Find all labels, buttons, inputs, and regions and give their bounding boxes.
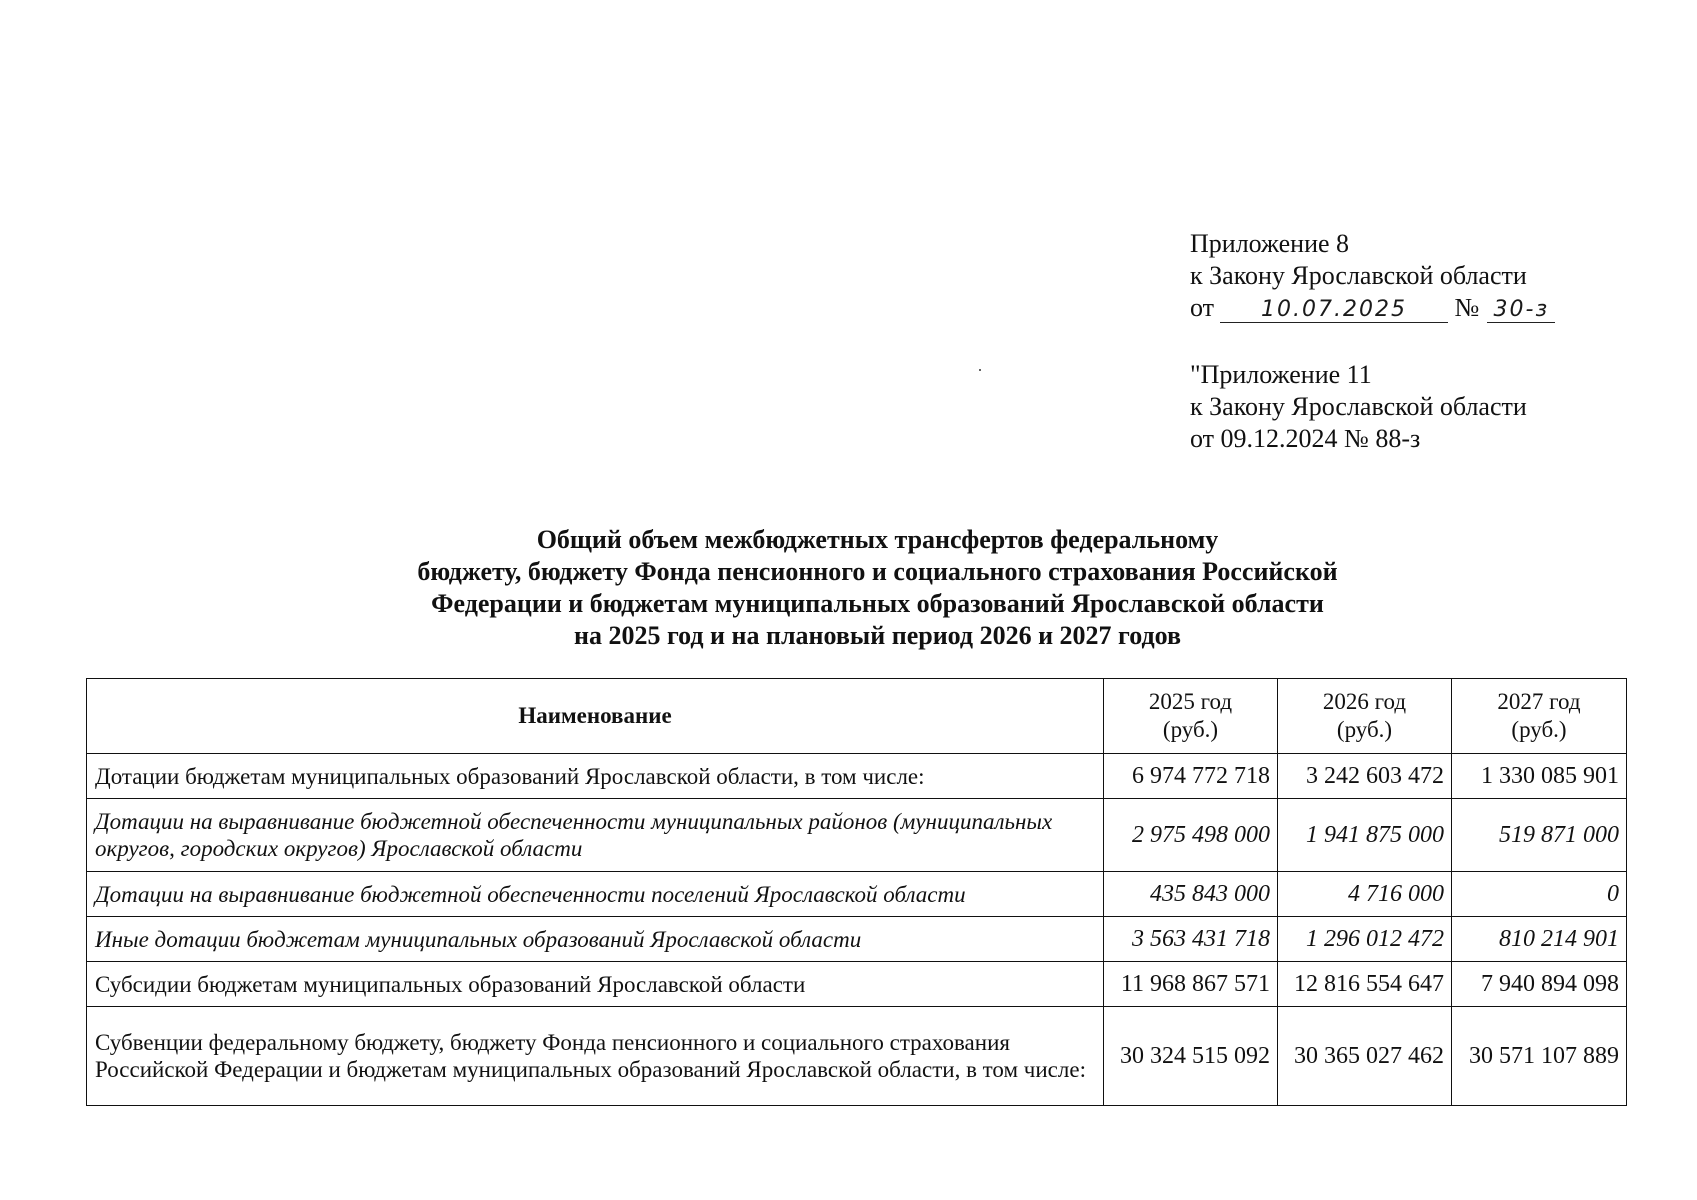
row-name: Дотации бюджетам муниципальных образований Ярославской области, в том числе: <box>87 754 1104 799</box>
row-2027-value: 1 330 085 901 <box>1452 754 1627 799</box>
appendix-amended-header <box>1190 359 1527 455</box>
row-name: Дотации на выравнивание бюджетной обеспеченности поселений Ярославской области <box>87 872 1104 917</box>
title-line-3: Федерации и бюджетам муниципальных образований Ярославской области <box>431 589 1324 618</box>
appendix-number: Приложение 8 <box>1190 229 1350 258</box>
header-2026-unit: (руб.) <box>1336 717 1393 742</box>
row-2027-value: 519 871 000 <box>1452 799 1627 872</box>
title-line-4: на 2025 год и на плановый период 2026 и 2027 годов <box>573 621 1182 650</box>
row-2027-value: 30 571 107 889 <box>1452 1007 1627 1106</box>
header-2025 <box>1104 679 1278 754</box>
appendix-date-line <box>1190 292 1555 324</box>
row-2025-value: 30 324 515 092 <box>1104 1007 1278 1106</box>
row-2025-value: 2 975 498 000 <box>1104 799 1278 872</box>
header-2026 <box>1278 679 1452 754</box>
row-2026-value: 12 816 554 647 <box>1278 962 1452 1007</box>
title-line-1: Общий объем межбюджетных трансфертов федеральному <box>536 525 1219 554</box>
table-row <box>87 799 1627 872</box>
table-row <box>87 962 1627 1007</box>
row-name: Иные дотации бюджетам муниципальных образований Ярославской области <box>87 917 1104 962</box>
header-2025-year: 2025 год <box>1148 689 1233 714</box>
row-2025-value: 11 968 867 571 <box>1104 962 1278 1007</box>
header-2026-year: 2026 год <box>1322 689 1407 714</box>
row-2026-value: 1 296 012 472 <box>1278 917 1452 962</box>
header-name: Наименование <box>87 679 1104 754</box>
row-name: Дотации на выравнивание бюджетной обеспеченности муниципальных районов (муниципальных округов, городских округов) Ярославской области <box>87 799 1104 872</box>
row-name: Субсидии бюджетам муниципальных образований Ярославской области <box>87 962 1104 1007</box>
appendix-current-header <box>1190 228 1555 324</box>
row-2025-value: 3 563 431 718 <box>1104 917 1278 962</box>
header-2027-unit: (руб.) <box>1511 717 1567 742</box>
table-row <box>87 917 1627 962</box>
table-header-row <box>87 679 1627 754</box>
row-2026-value: 30 365 027 462 <box>1278 1007 1452 1106</box>
handwritten-date: 10.07.2025 <box>1220 298 1448 323</box>
row-2026-value: 1 941 875 000 <box>1278 799 1452 872</box>
table-row <box>87 754 1627 799</box>
appendix-law-reference: к Закону Ярославской области <box>1190 261 1527 290</box>
row-2025-value: 6 974 772 718 <box>1104 754 1278 799</box>
row-2026-value: 3 242 603 472 <box>1278 754 1452 799</box>
handwritten-law-number: 30-з <box>1487 298 1555 323</box>
table-row <box>87 872 1627 917</box>
row-name: Субвенции федеральному бюджету, бюджету Фонда пенсионного и социального страхования Российской Федерации и бюджетам муниципальных образований Ярославской области, в том числе: <box>87 1007 1104 1106</box>
amended-law-date: от 09.12.2024 № 88-з <box>1190 424 1421 453</box>
transfers-table <box>86 678 1627 1106</box>
table-row <box>87 1007 1627 1106</box>
row-2027-value: 7 940 894 098 <box>1452 962 1627 1007</box>
header-2025-unit: (руб.) <box>1162 717 1219 742</box>
header-2027-year: 2027 год <box>1497 689 1581 714</box>
row-2025-value: 435 843 000 <box>1104 872 1278 917</box>
row-2027-value: 810 214 901 <box>1452 917 1627 962</box>
number-prefix: № <box>1454 293 1480 322</box>
header-2027 <box>1452 679 1627 754</box>
amended-law-reference: к Закону Ярославской области <box>1190 392 1527 421</box>
row-2027-value: 0 <box>1452 872 1627 917</box>
date-prefix: от <box>1190 293 1215 322</box>
amended-appendix-number: "Приложение 11 <box>1190 360 1372 389</box>
title-line-2: бюджету, бюджету Фонда пенсионного и социального страхования Российской <box>417 557 1338 586</box>
document-title <box>300 524 1455 652</box>
row-2026-value: 4 716 000 <box>1278 872 1452 917</box>
scan-speck <box>979 369 981 371</box>
